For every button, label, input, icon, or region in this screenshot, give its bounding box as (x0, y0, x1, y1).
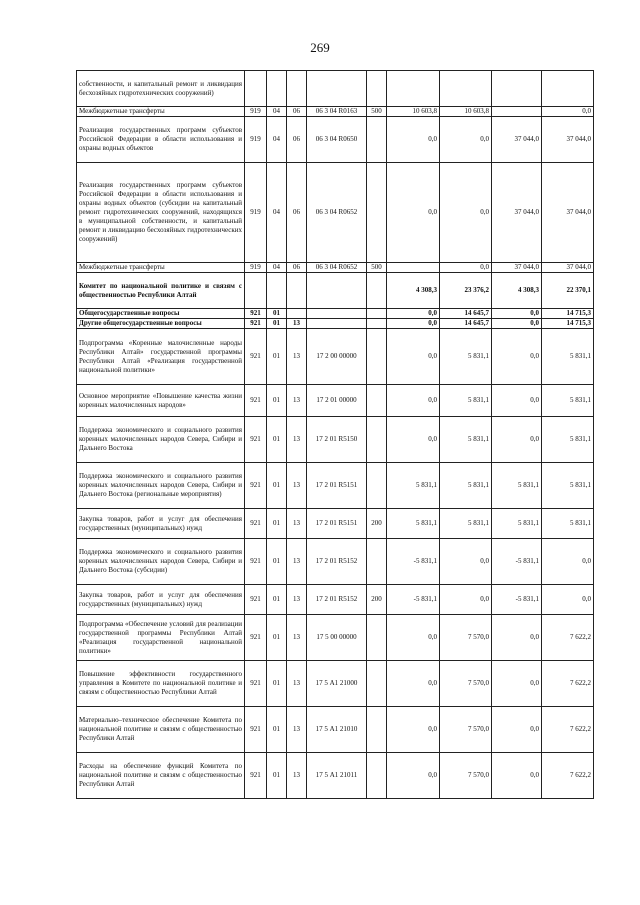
cell-description: Подпрограмма «Обеспечение условий для реализации государственной программы Республики Алтай «Реализация государственной национальной политики» (77, 615, 245, 661)
table-row (77, 753, 594, 799)
cell-department-code: 919 (245, 107, 267, 117)
cell-department-code: 921 (245, 385, 267, 417)
cell-amount-3: 0,0 (492, 661, 542, 707)
cell-description: Общегосударственные вопросы (77, 309, 245, 319)
cell-amount-4: 37 044,0 (542, 263, 594, 273)
cell-department-code: 921 (245, 539, 267, 585)
cell-target-item-code: 06 3 04 R0650 (307, 117, 367, 163)
cell-expense-type-code: 500 (367, 107, 387, 117)
cell-section-code: 04 (267, 117, 287, 163)
cell-expense-type-code (367, 753, 387, 799)
table-row (77, 707, 594, 753)
cell-amount-2: 5 831,1 (440, 509, 492, 539)
cell-department-code: 919 (245, 117, 267, 163)
cell-amount-4: 7 622,2 (542, 753, 594, 799)
cell-section-code: 04 (267, 263, 287, 273)
cell-description: Закупка товаров, работ и услуг для обеспечения государственных (муниципальных) нужд (77, 509, 245, 539)
cell-amount-3: 0,0 (492, 309, 542, 319)
cell-subsection-code (287, 273, 307, 309)
cell-amount-2: 5 831,1 (440, 417, 492, 463)
cell-amount-1 (387, 71, 440, 107)
table-row (77, 585, 594, 615)
cell-amount-3 (492, 107, 542, 117)
cell-amount-3: 0,0 (492, 329, 542, 385)
cell-department-code: 921 (245, 309, 267, 319)
cell-expense-type-code (367, 117, 387, 163)
budget-table (76, 70, 594, 799)
cell-target-item-code (307, 273, 367, 309)
cell-amount-4: 22 370,1 (542, 273, 594, 309)
cell-amount-4: 5 831,1 (542, 463, 594, 509)
cell-target-item-code: 17 5 А1 21011 (307, 753, 367, 799)
cell-department-code (245, 273, 267, 309)
cell-amount-2 (440, 71, 492, 107)
cell-expense-type-code (367, 71, 387, 107)
cell-target-item-code: 17 2 00 00000 (307, 329, 367, 385)
table-row (77, 509, 594, 539)
cell-subsection-code: 13 (287, 585, 307, 615)
cell-expense-type-code (367, 539, 387, 585)
table-row (77, 319, 594, 329)
cell-amount-2: 5 831,1 (440, 329, 492, 385)
cell-target-item-code: 17 2 01 R5151 (307, 509, 367, 539)
cell-amount-3: 5 831,1 (492, 463, 542, 509)
cell-description: собственности, и капитальный ремонт и ликвидация бесхозяйных гидротехнических сооружений) (77, 71, 245, 107)
cell-amount-4: 0,0 (542, 585, 594, 615)
cell-amount-3: 0,0 (492, 753, 542, 799)
cell-amount-4: 5 831,1 (542, 385, 594, 417)
cell-description: Закупка товаров, работ и услуг для обеспечения государственных (муниципальных) нужд (77, 585, 245, 615)
cell-subsection-code: 06 (287, 163, 307, 263)
cell-expense-type-code (367, 615, 387, 661)
cell-target-item-code: 06 3 04 R0163 (307, 107, 367, 117)
cell-section-code: 01 (267, 753, 287, 799)
cell-amount-4 (542, 71, 594, 107)
cell-amount-4: 14 715,3 (542, 309, 594, 319)
cell-amount-3: -5 831,1 (492, 585, 542, 615)
table-row (77, 463, 594, 509)
cell-amount-4: 5 831,1 (542, 417, 594, 463)
cell-amount-2: 14 645,7 (440, 309, 492, 319)
table-row (77, 615, 594, 661)
cell-amount-1: 0,0 (387, 309, 440, 319)
cell-description: Межбюджетные трансферты (77, 107, 245, 117)
cell-department-code: 921 (245, 319, 267, 329)
cell-amount-3: 5 831,1 (492, 509, 542, 539)
table-row (77, 329, 594, 385)
cell-department-code: 921 (245, 509, 267, 539)
cell-subsection-code: 13 (287, 615, 307, 661)
cell-amount-2: 0,0 (440, 585, 492, 615)
table-row (77, 385, 594, 417)
cell-section-code: 01 (267, 463, 287, 509)
cell-target-item-code: 17 2 01 R5151 (307, 463, 367, 509)
cell-amount-3: 37 044,0 (492, 163, 542, 263)
cell-section-code: 01 (267, 707, 287, 753)
cell-description: Комитет по национальной политике и связям с общественностью Республики Алтай (77, 273, 245, 309)
cell-expense-type-code (367, 329, 387, 385)
cell-amount-3: 0,0 (492, 707, 542, 753)
cell-amount-2: 23 376,2 (440, 273, 492, 309)
cell-department-code: 921 (245, 661, 267, 707)
cell-amount-2: 7 570,0 (440, 707, 492, 753)
cell-section-code: 01 (267, 417, 287, 463)
cell-amount-1: 0,0 (387, 661, 440, 707)
cell-amount-3: 0,0 (492, 385, 542, 417)
cell-amount-1: 5 831,1 (387, 509, 440, 539)
cell-description: Поддержка экономического и социального развития коренных малочисленных народов Севера, Сибири и Дальнего Востока (региональные мероприятия) (77, 463, 245, 509)
cell-amount-2: 0,0 (440, 263, 492, 273)
cell-expense-type-code (367, 309, 387, 319)
table-row (77, 163, 594, 263)
cell-section-code: 04 (267, 163, 287, 263)
cell-description: Подпрограмма «Коренные малочисленные народы Республики Алтай» государственной программы Республики Алтай «Реализация государственной национальной политики» (77, 329, 245, 385)
cell-department-code: 919 (245, 263, 267, 273)
table-row (77, 71, 594, 107)
cell-amount-2: 7 570,0 (440, 753, 492, 799)
cell-target-item-code: 17 2 01 R5152 (307, 585, 367, 615)
cell-amount-1: -5 831,1 (387, 585, 440, 615)
table-row (77, 273, 594, 309)
table-row (77, 117, 594, 163)
cell-target-item-code: 17 5 А1 21000 (307, 661, 367, 707)
cell-amount-4: 5 831,1 (542, 509, 594, 539)
cell-amount-4: 14 715,3 (542, 319, 594, 329)
cell-description: Повышение эффективности государственного управления в Комитете по национальной политике и связям с общественностью Республики Алтай (77, 661, 245, 707)
cell-amount-2: 0,0 (440, 163, 492, 263)
cell-expense-type-code (367, 319, 387, 329)
table-row (77, 107, 594, 117)
cell-amount-4: 37 044,0 (542, 163, 594, 263)
table-row (77, 661, 594, 707)
cell-subsection-code (287, 71, 307, 107)
cell-expense-type-code: 500 (367, 263, 387, 273)
cell-expense-type-code (367, 385, 387, 417)
cell-amount-4: 7 622,2 (542, 707, 594, 753)
cell-expense-type-code: 200 (367, 585, 387, 615)
cell-target-item-code: 17 5 00 00000 (307, 615, 367, 661)
cell-expense-type-code (367, 163, 387, 263)
cell-amount-3: 4 308,3 (492, 273, 542, 309)
cell-subsection-code: 13 (287, 707, 307, 753)
cell-subsection-code: 06 (287, 107, 307, 117)
cell-description: Расходы на обеспечение функций Комитета по национальной политике и связям с общественностью Республики Алтай (77, 753, 245, 799)
cell-amount-3 (492, 71, 542, 107)
cell-amount-4: 0,0 (542, 107, 594, 117)
table-row (77, 263, 594, 273)
cell-expense-type-code (367, 417, 387, 463)
cell-amount-2: 7 570,0 (440, 615, 492, 661)
cell-amount-3: 0,0 (492, 615, 542, 661)
cell-amount-1: -5 831,1 (387, 539, 440, 585)
cell-section-code: 01 (267, 661, 287, 707)
cell-subsection-code: 13 (287, 463, 307, 509)
cell-department-code: 921 (245, 329, 267, 385)
cell-expense-type-code (367, 661, 387, 707)
cell-amount-1: 0,0 (387, 615, 440, 661)
cell-amount-1: 0,0 (387, 753, 440, 799)
cell-subsection-code: 13 (287, 417, 307, 463)
cell-description: Межбюджетные трансферты (77, 263, 245, 273)
cell-target-item-code (307, 309, 367, 319)
cell-amount-4: 7 622,2 (542, 615, 594, 661)
cell-section-code (267, 71, 287, 107)
cell-section-code: 01 (267, 585, 287, 615)
cell-department-code: 921 (245, 707, 267, 753)
cell-subsection-code: 13 (287, 329, 307, 385)
cell-subsection-code: 13 (287, 539, 307, 585)
table-row (77, 309, 594, 319)
cell-amount-1: 5 831,1 (387, 463, 440, 509)
cell-amount-2: 7 570,0 (440, 661, 492, 707)
page-number: 269 (310, 40, 330, 55)
cell-section-code: 01 (267, 509, 287, 539)
cell-expense-type-code (367, 273, 387, 309)
cell-description: Реализация государственных программ субъектов Российской Федерации в области использования и охраны водных объектов (77, 117, 245, 163)
cell-amount-1: 0,0 (387, 319, 440, 329)
cell-target-item-code: 17 5 А1 21010 (307, 707, 367, 753)
cell-target-item-code: 17 2 01 R5152 (307, 539, 367, 585)
cell-target-item-code (307, 71, 367, 107)
cell-department-code: 919 (245, 163, 267, 263)
cell-amount-2: 10 603,8 (440, 107, 492, 117)
cell-department-code: 921 (245, 753, 267, 799)
cell-amount-1 (387, 263, 440, 273)
cell-amount-3: 37 044,0 (492, 117, 542, 163)
cell-subsection-code: 06 (287, 263, 307, 273)
cell-amount-1: 10 603,8 (387, 107, 440, 117)
cell-amount-4: 5 831,1 (542, 329, 594, 385)
cell-target-item-code (307, 319, 367, 329)
cell-section-code: 01 (267, 319, 287, 329)
cell-amount-1: 0,0 (387, 385, 440, 417)
cell-department-code (245, 71, 267, 107)
cell-section-code: 04 (267, 107, 287, 117)
cell-amount-4: 37 044,0 (542, 117, 594, 163)
cell-amount-1: 0,0 (387, 329, 440, 385)
cell-target-item-code: 06 3 04 R0652 (307, 163, 367, 263)
cell-section-code (267, 273, 287, 309)
cell-amount-4: 0,0 (542, 539, 594, 585)
cell-amount-2: 5 831,1 (440, 463, 492, 509)
table-row (77, 417, 594, 463)
cell-subsection-code: 13 (287, 753, 307, 799)
cell-amount-3: 0,0 (492, 417, 542, 463)
cell-amount-2: 0,0 (440, 117, 492, 163)
cell-subsection-code: 13 (287, 509, 307, 539)
cell-amount-4: 7 622,2 (542, 661, 594, 707)
cell-subsection-code: 13 (287, 385, 307, 417)
cell-description: Основное мероприятие «Повышение качества жизни коренных малочисленных народов» (77, 385, 245, 417)
cell-department-code: 921 (245, 417, 267, 463)
cell-amount-3: 0,0 (492, 319, 542, 329)
cell-subsection-code (287, 309, 307, 319)
cell-amount-1: 0,0 (387, 707, 440, 753)
cell-section-code: 01 (267, 329, 287, 385)
cell-amount-2: 14 645,7 (440, 319, 492, 329)
table-body (77, 71, 594, 799)
cell-description: Поддержка экономического и социального развития коренных малочисленных народов Севера, Сибири и Дальнего Востока (субсидии) (77, 539, 245, 585)
cell-target-item-code: 17 2 01 R5150 (307, 417, 367, 463)
cell-section-code: 01 (267, 539, 287, 585)
cell-amount-1: 0,0 (387, 163, 440, 263)
cell-description: Поддержка экономического и социального развития коренных малочисленных народов Севера, Сибири и Дальнего Востока (77, 417, 245, 463)
cell-amount-3: -5 831,1 (492, 539, 542, 585)
cell-section-code: 01 (267, 385, 287, 417)
cell-amount-1: 0,0 (387, 417, 440, 463)
cell-expense-type-code: 200 (367, 509, 387, 539)
cell-expense-type-code (367, 707, 387, 753)
cell-amount-3: 37 044,0 (492, 263, 542, 273)
cell-department-code: 921 (245, 615, 267, 661)
cell-description: Материально–техническое обеспечение Комитета по национальной политике и связям с общественностью Республики Алтай (77, 707, 245, 753)
cell-subsection-code: 13 (287, 661, 307, 707)
cell-description: Другие общегосударственные вопросы (77, 319, 245, 329)
table-row (77, 539, 594, 585)
cell-amount-1: 4 308,3 (387, 273, 440, 309)
cell-department-code: 921 (245, 585, 267, 615)
cell-subsection-code: 06 (287, 117, 307, 163)
cell-subsection-code: 13 (287, 319, 307, 329)
cell-amount-2: 0,0 (440, 539, 492, 585)
cell-target-item-code: 06 3 04 R0652 (307, 263, 367, 273)
cell-target-item-code: 17 2 01 00000 (307, 385, 367, 417)
cell-section-code: 01 (267, 309, 287, 319)
cell-department-code: 921 (245, 463, 267, 509)
cell-section-code: 01 (267, 615, 287, 661)
cell-amount-2: 5 831,1 (440, 385, 492, 417)
cell-amount-1: 0,0 (387, 117, 440, 163)
cell-expense-type-code (367, 463, 387, 509)
cell-description: Реализация государственных программ субъектов Российской Федерации в области использования и охраны водных объектов (субсидии на капитальный ремонт гидротехнических сооружений, находящихся в муниципальной собственности, и капитальный ремонт и ликвидацию бесхозяйных гидротехнических сооружений) (77, 163, 245, 263)
